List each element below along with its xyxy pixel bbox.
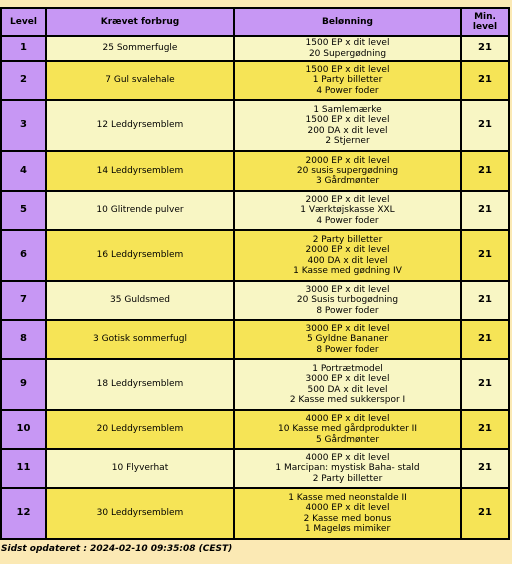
- level-cell: 8: [1, 320, 46, 359]
- header-row: [1, 8, 509, 36]
- requirement-cell: 14 Leddyrsemblem: [46, 151, 234, 191]
- requirement-cell: 10 Flyverhat: [46, 449, 234, 488]
- level-cell: 3: [1, 100, 46, 151]
- reward-line: 20 Supergødning: [308, 48, 387, 59]
- min-level-cell: 21: [461, 281, 509, 320]
- table-row: [1, 61, 509, 100]
- reward-line: 3000 EP x dit level: [305, 374, 390, 385]
- reward-line: 4000 EP x dit level: [305, 503, 390, 514]
- requirement-cell: 3 Gotisk sommerfugl: [46, 320, 234, 359]
- header-requirement: Krævet forbrug: [46, 8, 234, 36]
- reward-line: 1 Samlemærke: [313, 105, 382, 116]
- reward-line: 5 Gårdmønter: [315, 434, 380, 445]
- requirement-cell: 25 Sommerfugle: [46, 36, 234, 61]
- reward-cell: [234, 100, 461, 151]
- reward-line: 1 Kasse med gødning IV: [293, 265, 402, 276]
- table-row: [1, 488, 509, 539]
- reward-line: 1500 EP x dit level: [305, 38, 390, 49]
- level-cell: 7: [1, 281, 46, 320]
- reward-line: 20 susis supergødning: [296, 165, 399, 176]
- header-reward: Belønning: [234, 8, 461, 36]
- level-cell: 5: [1, 191, 46, 230]
- reward-line: 4 Power foder: [316, 215, 379, 226]
- reward-line: 3000 EP x dit level: [305, 324, 390, 335]
- table-row: [1, 36, 509, 61]
- requirement-cell: 12 Leddyrsemblem: [46, 100, 234, 151]
- requirement-cell: 16 Leddyrsemblem: [46, 230, 234, 281]
- table-row: [1, 151, 509, 191]
- reward-line: 200 DA x dit level: [307, 125, 388, 136]
- reward-line: 2 Party billetter: [312, 473, 383, 484]
- level-cell: 6: [1, 230, 46, 281]
- reward-line: 2000 EP x dit level: [305, 155, 390, 166]
- reward-line: 10 Kasse med gårdprodukter II: [278, 424, 417, 435]
- reward-cell: [234, 449, 461, 488]
- requirement-cell: 35 Guldsmed: [46, 281, 234, 320]
- reward-line: 400 DA x dit level: [307, 255, 388, 266]
- reward-line: 3000 EP x dit level: [305, 285, 390, 296]
- reward-line: 4000 EP x dit level: [305, 414, 390, 425]
- reward-line: 3 Gårdmønter: [315, 176, 380, 187]
- table-row: [1, 359, 509, 410]
- table-row: [1, 281, 509, 320]
- reward-line: 1500 EP x dit level: [305, 115, 390, 126]
- reward-line: 2 Kasse med bonus: [303, 513, 392, 524]
- reward-line: 1 Marcipan: mystisk Baha- stald: [275, 463, 420, 474]
- level-cell: 4: [1, 151, 46, 191]
- reward-cell: [234, 281, 461, 320]
- last-updated-text: Sidst opdateret : 2024-02-10 09:35:08 (CEST): [1, 544, 233, 554]
- reward-cell: [234, 191, 461, 230]
- header-level: Level: [1, 8, 46, 36]
- reward-line: 5 Gyldne Bananer: [306, 334, 389, 345]
- level-cell: 12: [1, 488, 46, 539]
- reward-line: 1500 EP x dit level: [305, 65, 390, 76]
- reward-line: 2 Stjerner: [325, 135, 370, 146]
- table-row: [1, 320, 509, 359]
- reward-line: 2 Kasse med sukkerspor I: [289, 394, 406, 405]
- table-body: [1, 36, 509, 539]
- reward-line: 2 Party billetter: [312, 235, 383, 246]
- header-min-level: Min. level: [461, 8, 509, 36]
- reward-cell: [234, 61, 461, 100]
- min-level-cell: 21: [461, 488, 509, 539]
- requirement-cell: 18 Leddyrsemblem: [46, 359, 234, 410]
- requirement-cell: 7 Gul svalehale: [46, 61, 234, 100]
- min-level-cell: 21: [461, 36, 509, 61]
- reward-line: 1 Portrætmodel: [312, 364, 383, 375]
- reward-cell: [234, 359, 461, 410]
- table-row: [1, 100, 509, 151]
- min-level-cell: 21: [461, 230, 509, 281]
- reward-line: 2000 EP x dit level: [305, 195, 390, 206]
- level-cell: 10: [1, 410, 46, 449]
- min-level-cell: 21: [461, 61, 509, 100]
- level-cell: 11: [1, 449, 46, 488]
- table-row: [1, 449, 509, 488]
- reward-line: 1 Værktøjskasse XXL: [300, 205, 395, 216]
- min-level-cell: 21: [461, 359, 509, 410]
- table-row: [1, 230, 509, 281]
- min-level-cell: 21: [461, 151, 509, 191]
- reward-cell: [234, 488, 461, 539]
- reward-line: 4 Power foder: [316, 85, 379, 96]
- requirement-cell: 30 Leddyrsemblem: [46, 488, 234, 539]
- rewards-table: [0, 7, 510, 540]
- requirement-cell: 10 Glitrende pulver: [46, 191, 234, 230]
- reward-cell: [234, 36, 461, 61]
- reward-line: 1 Kasse med neonstalde II: [288, 493, 407, 504]
- reward-line: 8 Power foder: [316, 305, 379, 316]
- table-row: [1, 410, 509, 449]
- level-cell: 9: [1, 359, 46, 410]
- min-level-cell: 21: [461, 410, 509, 449]
- reward-line: 2000 EP x dit level: [305, 245, 390, 256]
- reward-line: 8 Power foder: [316, 344, 379, 355]
- min-level-cell: 21: [461, 320, 509, 359]
- level-cell: 2: [1, 61, 46, 100]
- table-row: [1, 191, 509, 230]
- reward-line: 1 Mageløs mimiker: [304, 523, 391, 534]
- reward-line: 4000 EP x dit level: [305, 453, 390, 464]
- min-level-cell: 21: [461, 449, 509, 488]
- min-level-cell: 21: [461, 191, 509, 230]
- reward-line: 500 DA x dit level: [307, 384, 388, 395]
- min-level-cell: 21: [461, 100, 509, 151]
- reward-cell: [234, 410, 461, 449]
- level-cell: 1: [1, 36, 46, 61]
- reward-line: 1 Party billetter: [312, 75, 383, 86]
- reward-cell: [234, 320, 461, 359]
- reward-line: 20 Susis turbogødning: [296, 295, 399, 306]
- reward-cell: [234, 230, 461, 281]
- reward-cell: [234, 151, 461, 191]
- requirement-cell: 20 Leddyrsemblem: [46, 410, 234, 449]
